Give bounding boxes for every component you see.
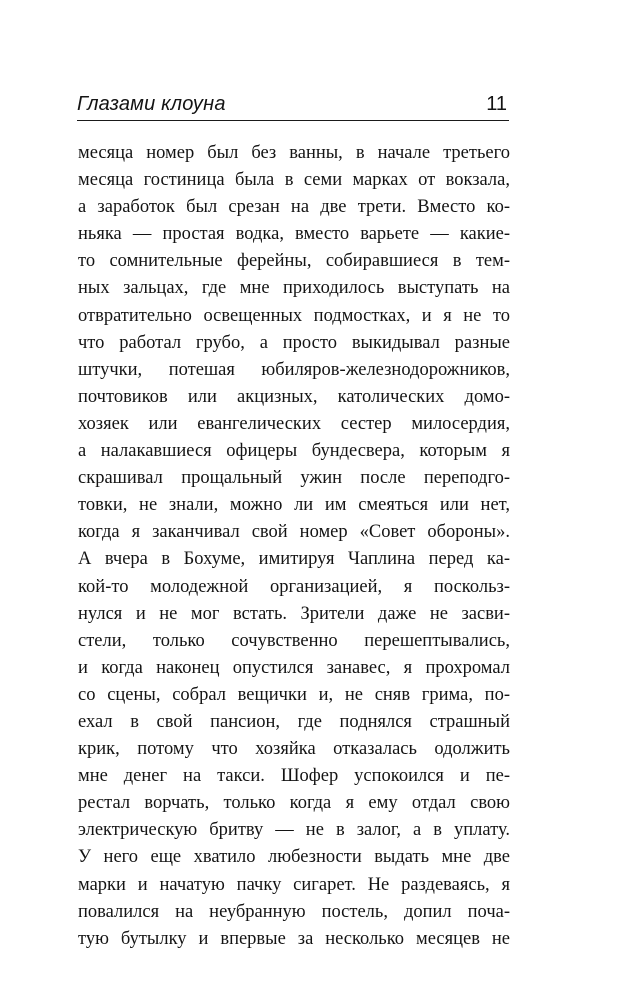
text-line: ньяка — простая водка, вместо варьете — какие- <box>78 224 510 245</box>
text-line: отвратительно освещенных подмостках, и я не то <box>78 305 510 326</box>
page-number: 11 <box>486 93 507 115</box>
text-line: тую бутылку и впервые за несколько месяцев не <box>78 928 510 949</box>
running-header-title: Глазами клоуна <box>77 93 226 115</box>
text-line: а налакавшиеся офицеры бундесвера, которым я <box>78 441 510 462</box>
text-line: скрашивал прощальный ужин после переподго- <box>78 468 510 489</box>
text-line: мне денег на такси. Шофер успокоился и пе- <box>78 766 510 787</box>
header-divider <box>77 120 509 121</box>
text-line: месяца гостиница была в семи марках от вокзала, <box>78 170 510 191</box>
text-line: товки, не знали, можно ли им смеяться или нет, <box>78 495 510 516</box>
text-line: штучки, потешая юбиляров-железнодорожников, <box>78 359 510 380</box>
text-line: электрическую бритву — не в залог, а в уплату. <box>78 820 510 841</box>
text-line: то сомнительные ферейны, собиравшиеся в тем- <box>78 251 510 272</box>
text-line: что работал грубо, а просто выкидывал разные <box>78 332 510 353</box>
text-line: хозяек или евангелических сестер милосердия, <box>78 413 510 434</box>
text-line: марки и начатую пачку сигарет. Не раздеваясь, я <box>78 874 510 895</box>
text-line: У него еще хватило любезности выдать мне две <box>78 847 510 868</box>
text-line: крик, потому что хозяйка отказалась одолжить <box>78 739 510 760</box>
text-line: кой-то молодежной организацией, я поскольз- <box>78 576 510 597</box>
body-text <box>78 140 510 953</box>
text-line: рестал ворчать, только когда я ему отдал свою <box>78 793 510 814</box>
text-line: нулся и не мог встать. Зрители даже не засви- <box>78 603 510 624</box>
text-line: почтовиков или акцизных, католических домо- <box>78 386 510 407</box>
text-line: стели, только сочувственно перешептывались, <box>78 630 510 651</box>
text-line: ных зальцах, где мне приходилось выступать на <box>78 278 510 299</box>
text-line: ехал в свой пансион, где поднялся страшный <box>78 711 510 732</box>
text-line: А вчера в Бохуме, имитируя Чаплина перед ка- <box>78 549 510 570</box>
text-line: когда я заканчивал свой номер «Совет обороны». <box>78 522 510 543</box>
running-header <box>77 92 509 118</box>
text-line: со сцены, собрал вещички и, не сняв грима, по- <box>78 684 510 705</box>
text-line: месяца номер был без ванны, в начале третьего <box>78 143 510 163</box>
text-line: повалился на неубранную постель, допил поча- <box>78 901 510 922</box>
text-line: и когда наконец опустился занавес, я прохромал <box>78 657 510 678</box>
text-line: а заработок был срезан на две трети. Вместо ко- <box>78 197 510 218</box>
